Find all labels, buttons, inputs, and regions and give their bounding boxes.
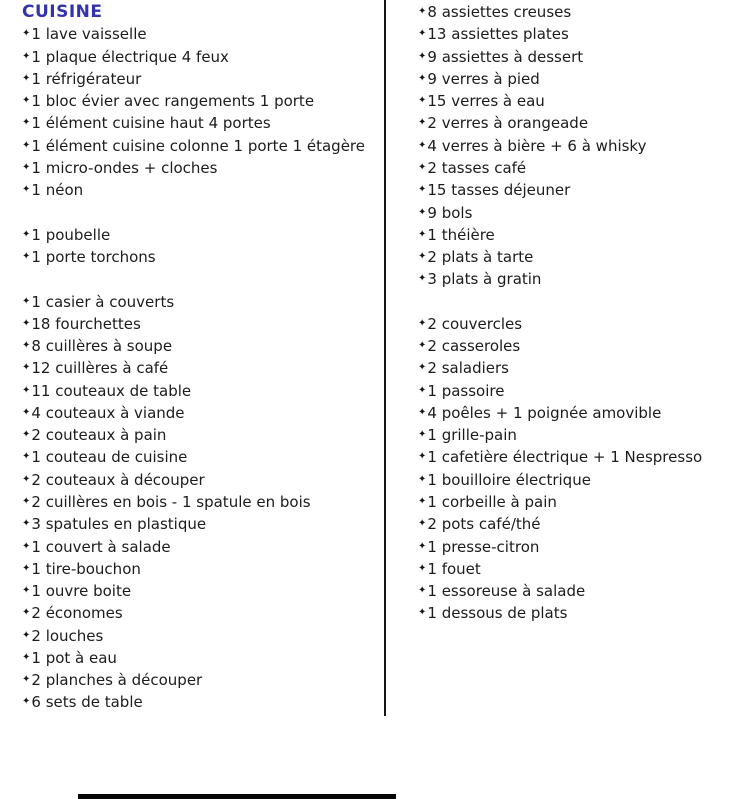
diamond-bullet-icon: ✦ xyxy=(418,518,427,530)
list-item-text: 1 presse-citron xyxy=(427,537,540,556)
list-item-text: 6 sets de table xyxy=(31,693,143,712)
diamond-bullet-icon: ✦ xyxy=(418,540,427,552)
diamond-bullet-icon: ✦ xyxy=(418,228,427,240)
diamond-bullet-icon: ✦ xyxy=(418,72,427,84)
list-item-text: 1 ouvre boite xyxy=(31,582,132,601)
list-item xyxy=(22,669,365,691)
list-item xyxy=(418,201,702,223)
diamond-bullet-icon: ✦ xyxy=(22,674,31,686)
list-item xyxy=(22,691,365,713)
diamond-bullet-icon: ✦ xyxy=(22,72,31,84)
diamond-bullet-icon: ✦ xyxy=(22,162,31,174)
list-item-text: 1 poubelle xyxy=(31,225,111,244)
list-item-text: 1 élément cuisine haut 4 portes xyxy=(31,114,271,133)
list-item-text: 9 assiettes à dessert xyxy=(427,47,584,66)
list-item xyxy=(22,246,365,268)
diamond-bullet-icon: ✦ xyxy=(22,540,31,552)
diamond-bullet-icon: ✦ xyxy=(418,585,427,597)
list-item-text: 2 verres à orangeade xyxy=(427,114,589,133)
diamond-bullet-icon: ✦ xyxy=(418,50,427,62)
list-item-text: 2 planches à découper xyxy=(31,671,203,690)
list-item xyxy=(22,424,365,446)
scan-artifact-bar xyxy=(78,794,396,799)
list-item xyxy=(22,580,365,602)
diamond-bullet-icon: ✦ xyxy=(22,473,31,485)
list-item xyxy=(22,268,365,290)
list-item xyxy=(418,179,702,201)
list-item xyxy=(22,513,365,535)
diamond-bullet-icon: ✦ xyxy=(22,184,31,196)
diamond-bullet-icon: ✦ xyxy=(418,495,427,507)
diamond-bullet-icon: ✦ xyxy=(22,251,31,263)
list-item xyxy=(418,558,702,580)
list-item xyxy=(418,224,702,246)
list-item-text: 1 dessous de plats xyxy=(427,604,568,623)
list-item-text: 2 saladiers xyxy=(427,359,509,378)
list-item-text: 1 bouilloire électrique xyxy=(427,470,591,489)
right-column xyxy=(418,1,702,624)
diamond-bullet-icon: ✦ xyxy=(22,340,31,352)
list-item-text: 1 théière xyxy=(427,225,495,244)
diamond-bullet-icon: ✦ xyxy=(418,429,427,441)
list-item xyxy=(22,335,365,357)
list-item xyxy=(22,112,365,134)
list-item-text: 2 louches xyxy=(31,626,104,645)
list-item-text: 2 cuillères en bois - 1 spatule en bois xyxy=(31,493,311,511)
list-item-text: 1 corbeille à pain xyxy=(427,492,557,511)
list-item xyxy=(418,313,702,335)
list-item-text: 13 assiettes plates xyxy=(427,25,569,44)
diamond-bullet-icon: ✦ xyxy=(418,317,427,329)
list-item-text: 1 essoreuse à salade xyxy=(427,582,586,601)
list-item xyxy=(22,46,365,68)
list-item-text: 12 cuillères à café xyxy=(31,359,169,378)
list-item xyxy=(418,491,702,513)
list-item-text: 4 verres à bière + 6 à whisky xyxy=(427,136,647,155)
list-item-text: 4 couteaux à viande xyxy=(31,403,185,422)
list-item-text: 2 économes xyxy=(31,604,123,623)
list-item-text: 18 fourchettes xyxy=(31,314,141,333)
list-item xyxy=(22,491,365,513)
list-item xyxy=(22,290,365,312)
list-item-text: 1 micro-ondes + cloches xyxy=(31,159,218,178)
diamond-bullet-icon: ✦ xyxy=(22,139,31,151)
list-item-text: 1 fouet xyxy=(427,559,481,578)
list-item xyxy=(418,68,702,90)
diamond-bullet-icon: ✦ xyxy=(22,496,31,507)
diamond-bullet-icon: ✦ xyxy=(22,696,31,708)
diamond-bullet-icon: ✦ xyxy=(418,6,427,18)
list-item-text: 1 couvert à salade xyxy=(31,537,171,556)
diamond-bullet-icon: ✦ xyxy=(22,451,31,463)
diamond-bullet-icon: ✦ xyxy=(22,317,31,329)
list-item-text: 1 grille-pain xyxy=(427,426,517,445)
diamond-bullet-icon: ✦ xyxy=(22,607,31,619)
list-item-text: 8 cuillères à soupe xyxy=(31,337,173,356)
list-item-text: 2 tasses café xyxy=(427,158,527,177)
diamond-bullet-icon: ✦ xyxy=(418,384,427,396)
diamond-bullet-icon: ✦ xyxy=(418,95,427,107)
list-item xyxy=(418,424,702,446)
list-item xyxy=(418,535,702,557)
diamond-bullet-icon: ✦ xyxy=(418,451,427,463)
list-item-text: 1 cafetière électrique + 1 Nespresso xyxy=(427,448,703,467)
list-item xyxy=(22,135,365,157)
list-item xyxy=(418,23,702,45)
left-column xyxy=(22,23,365,713)
diamond-bullet-icon: ✦ xyxy=(22,562,31,574)
column-divider xyxy=(384,0,386,716)
list-item xyxy=(22,558,365,580)
list-item xyxy=(22,624,365,646)
diamond-bullet-icon: ✦ xyxy=(418,340,427,352)
diamond-bullet-icon: ✦ xyxy=(22,651,31,663)
diamond-bullet-icon: ✦ xyxy=(418,273,427,285)
list-item-text: 1 réfrigérateur xyxy=(31,69,142,88)
list-item-text: 1 tire-bouchon xyxy=(31,559,141,578)
list-item xyxy=(418,290,702,312)
diamond-bullet-icon: ✦ xyxy=(22,362,31,374)
list-item-text: 3 plats à gratin xyxy=(427,270,542,289)
diamond-bullet-icon: ✦ xyxy=(22,629,31,641)
list-item-text: 11 couteaux de table xyxy=(31,381,192,400)
diamond-bullet-icon: ✦ xyxy=(22,518,31,530)
list-item xyxy=(418,335,702,357)
diamond-bullet-icon: ✦ xyxy=(418,117,427,129)
diamond-bullet-icon: ✦ xyxy=(22,228,31,240)
diamond-bullet-icon: ✦ xyxy=(418,607,427,619)
list-item xyxy=(418,357,702,379)
diamond-bullet-icon: ✦ xyxy=(418,139,427,151)
list-item xyxy=(22,179,365,201)
diamond-bullet-icon: ✦ xyxy=(22,384,31,396)
diamond-bullet-icon: ✦ xyxy=(22,28,31,40)
list-item xyxy=(22,446,365,468)
list-item xyxy=(22,469,365,491)
diamond-bullet-icon: ✦ xyxy=(22,429,31,441)
diamond-bullet-icon: ✦ xyxy=(418,406,427,418)
list-item-text: 1 néon xyxy=(31,181,84,200)
list-item xyxy=(22,224,365,246)
list-item-text: 15 tasses déjeuner xyxy=(427,181,571,200)
list-item xyxy=(418,112,702,134)
list-item xyxy=(418,268,702,290)
list-item xyxy=(418,157,702,179)
list-item-text: 3 spatules en plastique xyxy=(31,515,207,534)
list-item xyxy=(22,380,365,402)
page-title: CUISINE xyxy=(22,2,103,22)
list-item-text: 9 verres à pied xyxy=(427,69,540,88)
diamond-bullet-icon: ✦ xyxy=(418,184,427,196)
list-item-text: 2 pots café/thé xyxy=(427,515,541,534)
list-item-text: 1 plaque électrique 4 feux xyxy=(31,47,229,66)
list-item xyxy=(418,446,702,468)
list-item-text: 1 passoire xyxy=(427,381,505,400)
list-item xyxy=(22,68,365,90)
list-item xyxy=(418,46,702,68)
list-item-text: 1 couteau de cuisine xyxy=(31,448,188,467)
list-item xyxy=(22,90,365,112)
list-item xyxy=(418,580,702,602)
list-item xyxy=(418,135,702,157)
diamond-bullet-icon: ✦ xyxy=(418,28,427,40)
diamond-bullet-icon: ✦ xyxy=(22,585,31,597)
list-item-text: 1 lave vaisselle xyxy=(31,25,147,44)
diamond-bullet-icon: ✦ xyxy=(22,95,31,107)
list-item-text: 1 porte torchons xyxy=(31,248,156,267)
diamond-bullet-icon: ✦ xyxy=(22,406,31,418)
list-item xyxy=(22,602,365,624)
list-item xyxy=(22,357,365,379)
list-item-text: 8 assiettes creuses xyxy=(427,3,572,22)
list-item xyxy=(22,535,365,557)
diamond-bullet-icon: ✦ xyxy=(418,161,427,173)
diamond-bullet-icon: ✦ xyxy=(22,117,31,129)
list-item xyxy=(418,90,702,112)
list-item-text: 15 verres à eau xyxy=(427,92,545,111)
diamond-bullet-icon: ✦ xyxy=(418,206,427,218)
list-item-text: 1 pot à eau xyxy=(31,648,117,667)
list-item xyxy=(22,647,365,669)
list-item-text: 1 casier à couverts xyxy=(31,292,175,311)
list-item-text: 1 élément cuisine colonne 1 porte 1 étagère xyxy=(31,136,365,155)
list-item-text: 2 plats à tarte xyxy=(427,248,534,267)
diamond-bullet-icon: ✦ xyxy=(418,562,427,574)
diamond-bullet-icon: ✦ xyxy=(22,50,31,62)
list-item xyxy=(22,23,365,45)
list-item xyxy=(418,380,702,402)
diamond-bullet-icon: ✦ xyxy=(22,295,31,307)
list-item xyxy=(418,1,702,23)
list-item xyxy=(22,201,365,223)
list-item xyxy=(22,402,365,424)
list-item xyxy=(22,313,365,335)
list-item-text: 2 couvercles xyxy=(427,314,523,333)
list-item-text: 4 poêles + 1 poignée amovible xyxy=(427,403,662,422)
diamond-bullet-icon: ✦ xyxy=(418,251,427,263)
list-item xyxy=(418,513,702,535)
list-item xyxy=(418,402,702,424)
list-item xyxy=(418,246,702,268)
diamond-bullet-icon: ✦ xyxy=(418,473,427,485)
diamond-bullet-icon: ✦ xyxy=(418,362,427,374)
list-item-text: 1 bloc évier avec rangements 1 porte xyxy=(31,92,315,111)
list-item-text: 9 bols xyxy=(427,203,473,222)
list-item-text: 2 couteaux à pain xyxy=(31,426,167,445)
list-item xyxy=(418,469,702,491)
list-item-text: 2 casseroles xyxy=(427,337,521,356)
list-item xyxy=(418,602,702,624)
list-item-text: 2 couteaux à découper xyxy=(31,470,205,489)
list-item xyxy=(22,157,365,179)
